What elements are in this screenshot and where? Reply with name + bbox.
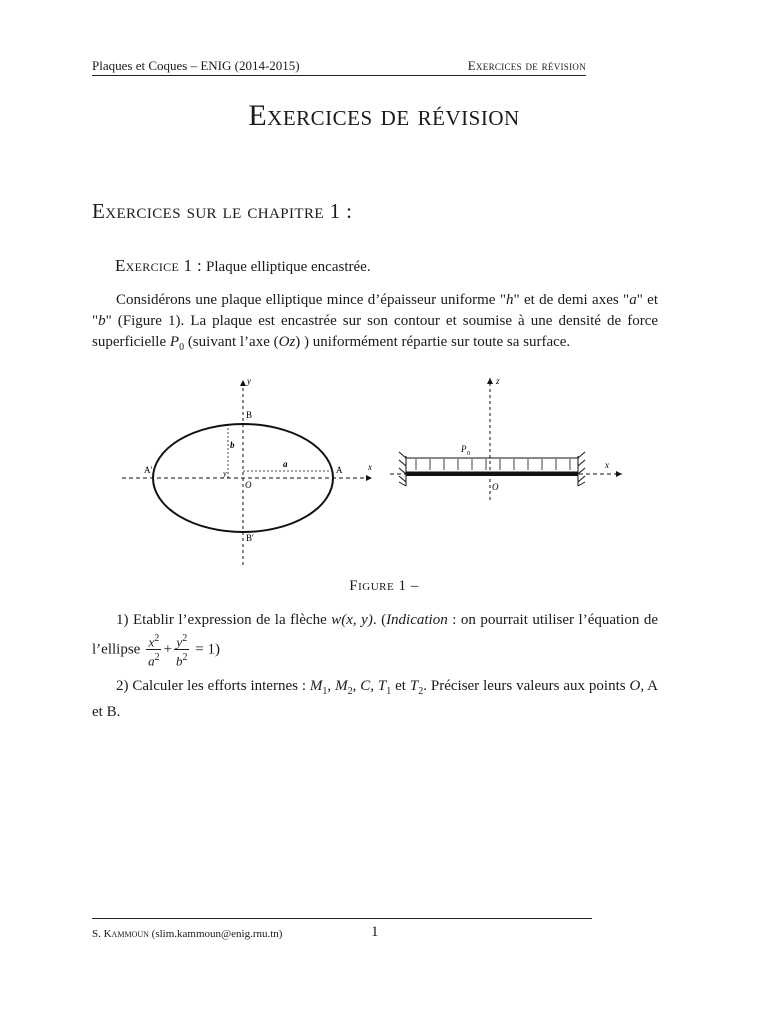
text-run: ). La plaque est encastrée sur son contour et soumise à une densité de force superficielle (92, 313, 659, 350)
section-heading: Exercices sur le chapitre 1 : (92, 199, 353, 223)
clamp-left (399, 452, 406, 486)
author-name: S. Kammoun (92, 928, 149, 940)
y-small-label: y (223, 469, 227, 478)
half-axis-b-label: b (230, 440, 235, 450)
indication-label: Indication (386, 612, 448, 628)
text-run: 2) Calculer les efforts internes : (116, 678, 310, 694)
clamp-right (578, 452, 585, 486)
load-block (406, 458, 578, 472)
text-run: , (352, 678, 361, 694)
text-run: " et " (92, 292, 659, 329)
var-w: w(x, y) (331, 612, 373, 628)
var-T1: T (377, 678, 387, 694)
x-axis-label: x (368, 462, 372, 472)
frac-num-y: y (176, 634, 183, 650)
running-header (92, 58, 586, 74)
sub: 2 (418, 686, 424, 697)
frac-den-a: a (148, 653, 155, 669)
point-B-prime: B' (246, 533, 254, 543)
question-2 (92, 676, 658, 723)
text-run: 1) Etablir l’expression de la flèche (116, 612, 332, 628)
text-run: ) ) uniformément répartie sur toute sa surface. (295, 334, 571, 350)
point-A: A (336, 465, 343, 475)
author-email: (slim.kammoun@enig.rnu.tn) (151, 928, 283, 940)
var-M2: M (335, 678, 348, 694)
text-run: , A et B. (92, 678, 659, 720)
header-course: Plaques et Coques – ENIG (2014-2015) (92, 58, 300, 73)
exercise-heading (115, 254, 371, 279)
text-run: Considérons une plaque elliptique mince d’épaisseur uniforme " (116, 292, 506, 308)
point-B: B (246, 410, 253, 420)
text-run: et (391, 678, 410, 694)
exp: 2 (154, 652, 160, 664)
var-M1: M (309, 678, 323, 694)
frac-num-x: x (148, 634, 155, 650)
text-run: . ( (372, 612, 387, 628)
text-run: " et de demi axes " (513, 292, 630, 308)
header-rule (92, 75, 586, 76)
sub: 2 (347, 686, 353, 697)
text-run: : on pourrait utiliser l’équation de l’ellipse (92, 612, 658, 658)
var-Oz: Oz (278, 334, 296, 350)
exp: 2 (154, 633, 160, 644)
sub: 1 (386, 686, 392, 697)
exp: 2 (182, 652, 188, 664)
page-title: Exercices de révision (248, 99, 520, 132)
sub: 1 (322, 686, 328, 697)
point-A-prime: A' (144, 465, 153, 475)
footer-rule (92, 918, 592, 919)
footer-author (92, 927, 282, 941)
text-run: , (327, 678, 336, 694)
fraction-x-over-a (146, 631, 162, 669)
origin-label-left: O (245, 480, 252, 490)
z-axis-label: z (496, 376, 500, 386)
exercise-title: Plaque elliptique encastrée. (206, 259, 371, 275)
figure-caption: Figure 1 – (349, 578, 419, 594)
text-run: = 1) (195, 641, 221, 658)
header-title: Exercices de révision (467, 58, 586, 73)
var-O: O (629, 678, 641, 694)
origin-label-right: O (492, 482, 499, 492)
figure-drawing (100, 370, 660, 570)
figure-reference-link[interactable]: 1 (168, 313, 176, 329)
load-arrows (416, 459, 570, 470)
var-C: C (360, 678, 371, 694)
figure-1 (100, 370, 660, 570)
ellipse-plan-view (122, 376, 372, 565)
text-run: " (Figure (105, 313, 169, 329)
page-number: 1 (371, 924, 379, 940)
frac-den-b: b (176, 653, 183, 669)
text-run: (suivant l’axe ( (184, 334, 279, 350)
exp: 2 (182, 633, 188, 644)
plate-section-view (390, 376, 622, 500)
var-P: P (169, 334, 180, 350)
exercise-label: Exercice 1 : (115, 256, 203, 275)
text-run: . Préciser leurs valeurs aux points (423, 678, 630, 694)
x-axis-label-section: x (605, 460, 609, 470)
half-axis-a-label: a (283, 459, 288, 469)
var-a: a (629, 292, 637, 308)
problem-statement (92, 290, 658, 358)
plus-sign: + (163, 641, 173, 658)
var-P-sub: 0 (179, 342, 185, 353)
var-h: h (505, 292, 514, 308)
load-label-sub: 0 (467, 451, 470, 457)
var-b: b (98, 313, 106, 329)
text-run: , (370, 678, 378, 694)
question-1 (92, 610, 658, 669)
var-T2: T (409, 678, 419, 694)
load-label: P (461, 444, 467, 454)
y-axis-label: y (247, 376, 251, 386)
plate-section (406, 472, 578, 476)
fraction-y-over-b (174, 631, 190, 669)
